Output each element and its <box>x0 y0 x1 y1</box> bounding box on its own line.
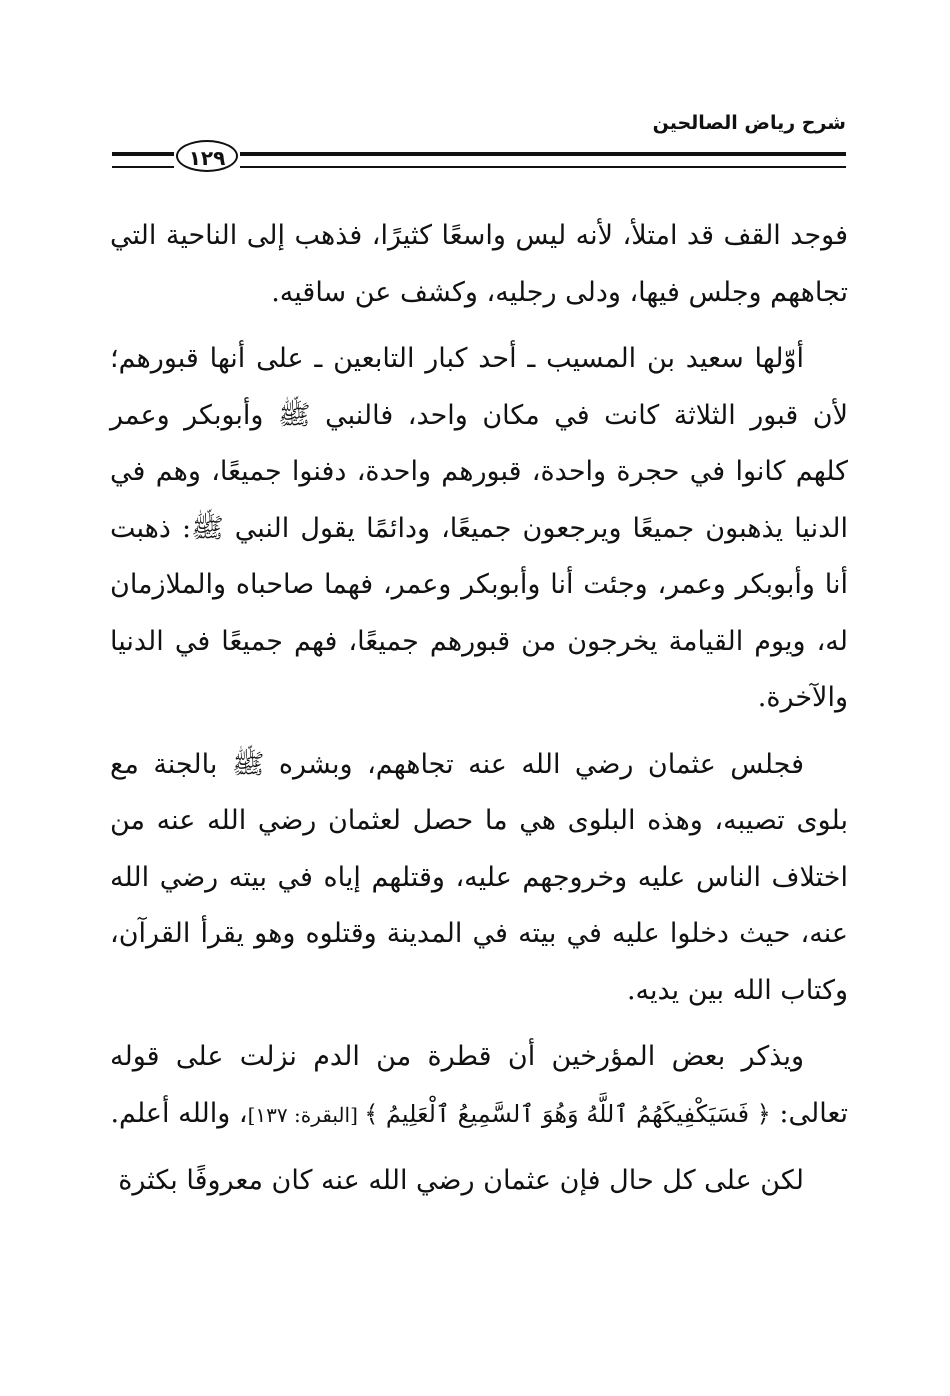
page-number: ١٢٩ <box>176 140 238 172</box>
paragraph-5: لكن على كل حال فإن عثمان رضي الله عنه كان معروفًا بكثرة <box>118 1165 804 1196</box>
paragraph-4-intro: ويذكر بعض المؤرخين أن قطرة من الدم نزلت على قوله تعالى: <box>110 1041 848 1129</box>
paragraph-2: أوّلها سعيد بن المسيب ـ أحد كبار التابعين ـ على أنها قبورهم؛ لأن قبور الثلاثة كانت في مكان واحد، فالنبي ﷺ وأبوبكر وعمر كلهم كانوا في حجرة واحدة، قبورهم واحدة، دفنوا جميعًا، وهم في الدنيا يذهبون جميعًا ويرجعون جميعًا، ودائمًا يقول النبي ﷺ: ذهبت أنا وأبوبكر وعمر، وجئت أنا وأبوبكر وعمر، فهما صاحباه والملازمان له، ويوم القيامة يخرجون من قبورهم جميعًا، فهم جميعًا في الدنيا والآخرة. <box>110 343 848 713</box>
quran-verse: ﴿ فَسَيَكْفِيكَهُمُ ٱللَّهُ وَهُوَ ٱلسَّمِيعُ ٱلْعَلِيمُ ﴾ <box>364 1099 771 1128</box>
header-rule-left <box>112 152 174 168</box>
paragraph-4-end: ، والله أعلم. <box>110 1097 248 1129</box>
page-header <box>112 110 846 180</box>
body-text <box>110 208 848 1220</box>
paragraph-1: فوجد القف قد امتلأ، لأنه ليس واسعًا كثيرًا، فذهب إلى الناحية التي تجاههم وجلس فيها، ودلى رجليه، وكشف عن ساقيه. <box>110 220 848 308</box>
paragraph-3: فجلس عثمان رضي الله عنه تجاههم، وبشره ﷺ بالجنة مع بلوى تصيبه، وهذه البلوى هي ما حصل لعثمان رضي الله عنه من اختلاف الناس عليه وخروجهم عليه، وقتلهم إياه في بيته رضي الله عنه، حيث دخلوا عليه في بيته في المدينة وقتلوه وهو يقرأ القرآن، وكتاب الله بين يديه. <box>110 748 848 1006</box>
verse-reference: [البقرة: ١٣٧] <box>247 1102 365 1127</box>
header-rule-right <box>240 152 846 168</box>
paragraph-4 <box>110 1029 848 1143</box>
running-title: شرح رياض الصالحين <box>652 112 846 134</box>
